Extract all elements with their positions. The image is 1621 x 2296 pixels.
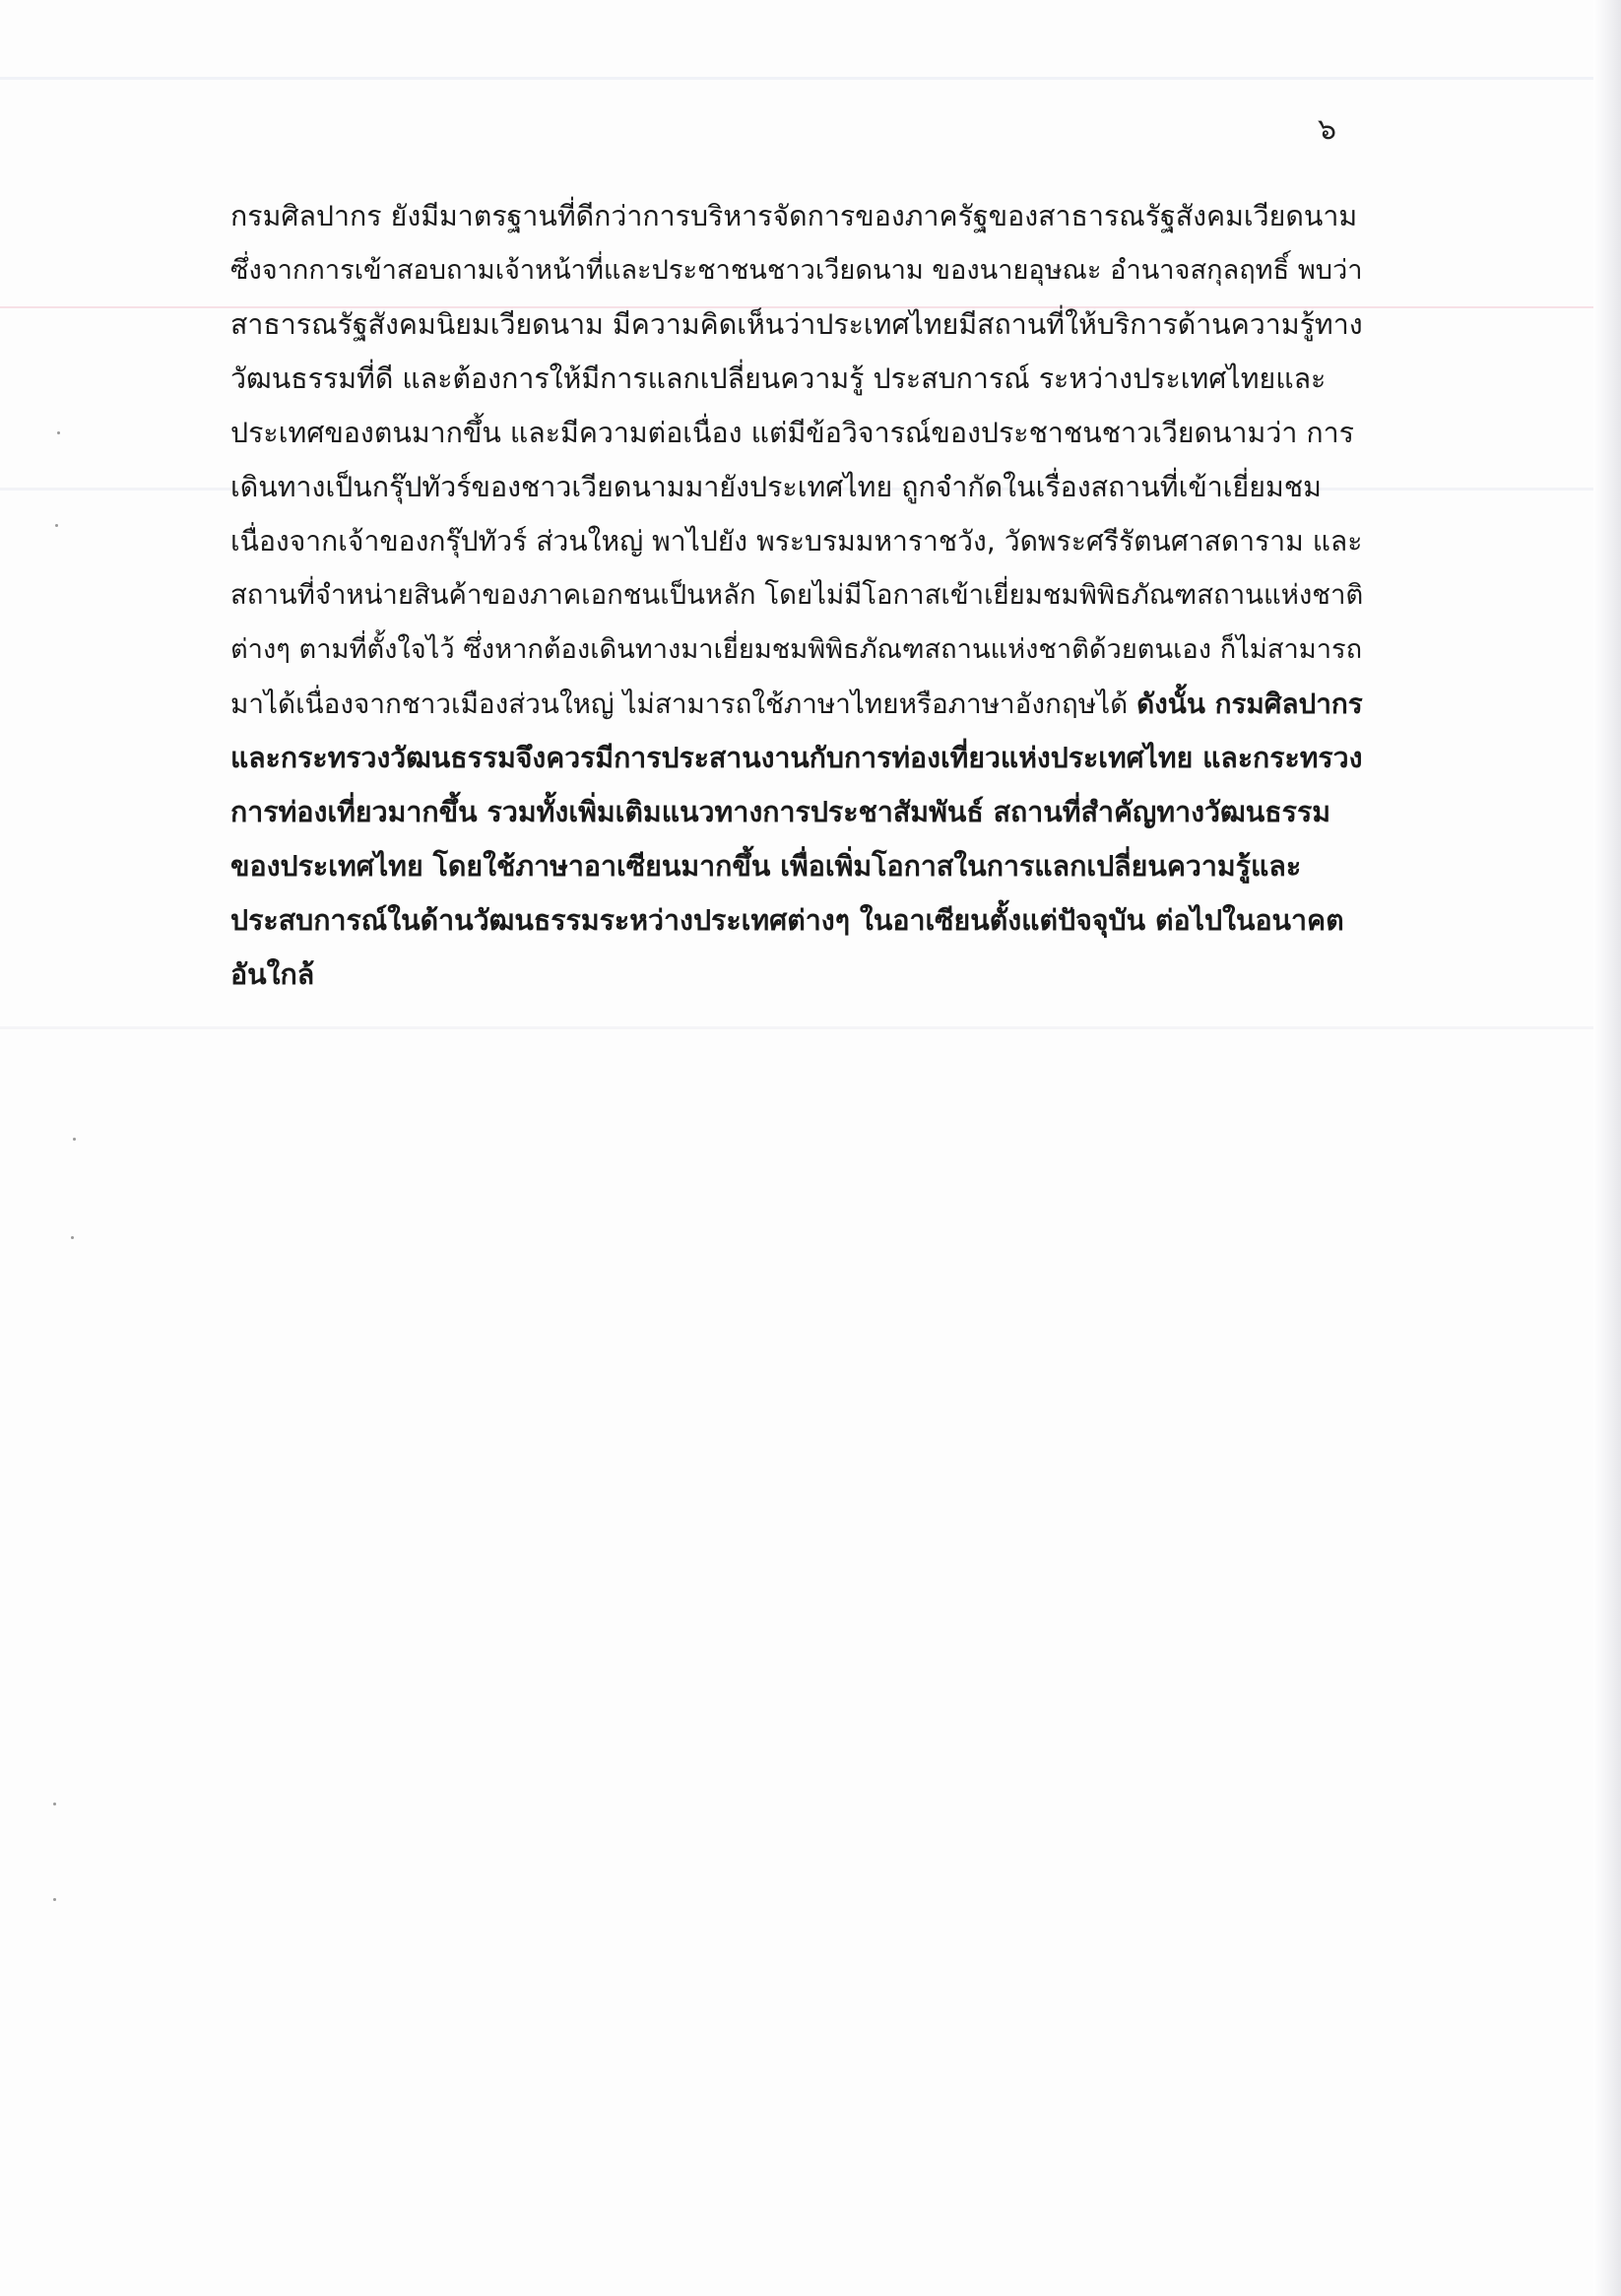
- scan-dot: [57, 431, 60, 434]
- text-line: [230, 406, 1363, 460]
- text-line: [230, 731, 1363, 785]
- scan-dot: [73, 1138, 76, 1141]
- text-line: [230, 677, 1363, 731]
- text-segment: ต่างๆ ตามที่ตั้งใจไว้ ซึ่งหากต้องเดินทางมาเยี่ยมชมพิพิธภัณฑสถานแห่งชาติด้วยตนเอง ก็ไม่สามารถ: [230, 634, 1363, 665]
- page-number: ๖: [1318, 112, 1337, 147]
- text-segment: ซึ่งจากการเข้าสอบถามเจ้าหน้าที่และประชาชนชาวเวียดนาม ของนายอุษณะ อำนาจสกุลฤทธิ์ พบว่า: [230, 255, 1363, 286]
- text-line: [230, 352, 1363, 406]
- text-line: [230, 785, 1363, 839]
- text-line: [230, 948, 1363, 1002]
- scan-dot: [53, 1803, 56, 1805]
- text-segment: เดินทางเป็นกรุ๊ปทัวร์ของชาวเวียดนามมายังประเทศไทย ถูกจำกัดในเรื่องสถานที่เข้าเยี่ยมชม: [230, 471, 1322, 503]
- text-line: [230, 514, 1363, 568]
- scan-artifact-band: [0, 77, 1593, 80]
- bold-text-segment: ดังนั้น กรมศิลปากร: [1136, 688, 1363, 720]
- bold-text-segment: การท่องเที่ยวมากขึ้น รวมทั้งเพิ่มเติมแนวทางการประชาสัมพันธ์ สถานที่สำคัญทางวัฒนธรรม: [230, 796, 1331, 828]
- bold-text-segment: ประสบการณ์ในด้านวัฒนธรรมระหว่างประเทศต่างๆ ในอาเซียนตั้งแต่ปัจจุบัน ต่อไปในอนาคต: [230, 904, 1344, 937]
- text-segment: เนื่องจากเจ้าของกรุ๊ปทัวร์ ส่วนใหญ่ พาไปยัง พระบรมมหาราชวัง, วัดพระศรีรัตนศาสดาราม และ: [230, 525, 1363, 558]
- scan-dot: [55, 524, 58, 527]
- bold-text-segment: อันใกล้: [230, 958, 315, 991]
- body-paragraph: [230, 189, 1363, 1002]
- text-line: [230, 189, 1363, 243]
- text-segment: วัฒนธรรมที่ดี และต้องการให้มีการแลกเปลี่ยนความรู้ ประสบการณ์ ระหว่างประเทศไทยและ: [230, 362, 1327, 395]
- text-segment: กรมศิลปากร ยังมีมาตรฐานที่ดีกว่าการบริหารจัดการของภาครัฐของสาธารณรัฐสังคมเวียดนาม: [230, 200, 1358, 232]
- text-segment: มาได้เนื่องจากชาวเมืองส่วนใหญ่ ไม่สามารถใช้ภาษาไทยหรือภาษาอังกฤษได้: [230, 688, 1137, 720]
- text-segment: สถานที่จำหน่ายสินค้าของภาคเอกชนเป็นหลัก โดยไม่มีโอกาสเข้าเยี่ยมชมพิพิธภัณฑสถานแห่งชาติ: [230, 579, 1364, 611]
- text-line: [230, 623, 1363, 677]
- bold-text-segment: และกระทรวงวัฒนธรรมจึงควรมีการประสานงานกับการท่องเที่ยวแห่งประเทศไทย และกระทรวง: [230, 742, 1363, 774]
- text-segment: ประเทศของตนมากขึ้น และมีความต่อเนื่อง แต่มีข้อวิจารณ์ของประชาชนชาวเวียดนามว่า การ: [230, 417, 1354, 449]
- text-line: [230, 839, 1363, 893]
- text-segment: สาธารณรัฐสังคมนิยมเวียดนาม มีความคิดเห็นว่าประเทศไทยมีสถานที่ให้บริการด้านความรู้ทาง: [230, 308, 1363, 341]
- text-line: [230, 243, 1363, 297]
- text-line: [230, 568, 1363, 623]
- scan-dot: [53, 1898, 56, 1901]
- text-line: [230, 893, 1363, 948]
- text-line: [230, 460, 1363, 514]
- text-line: [230, 297, 1363, 352]
- scan-artifact-band: [0, 1026, 1593, 1029]
- scan-page-edge: [1593, 0, 1621, 2296]
- scan-dot: [71, 1236, 74, 1239]
- bold-text-segment: ของประเทศไทย โดยใช้ภาษาอาเซียนมากขึ้น เพื่อเพิ่มโอกาสในการแลกเปลี่ยนความรู้และ: [230, 850, 1302, 883]
